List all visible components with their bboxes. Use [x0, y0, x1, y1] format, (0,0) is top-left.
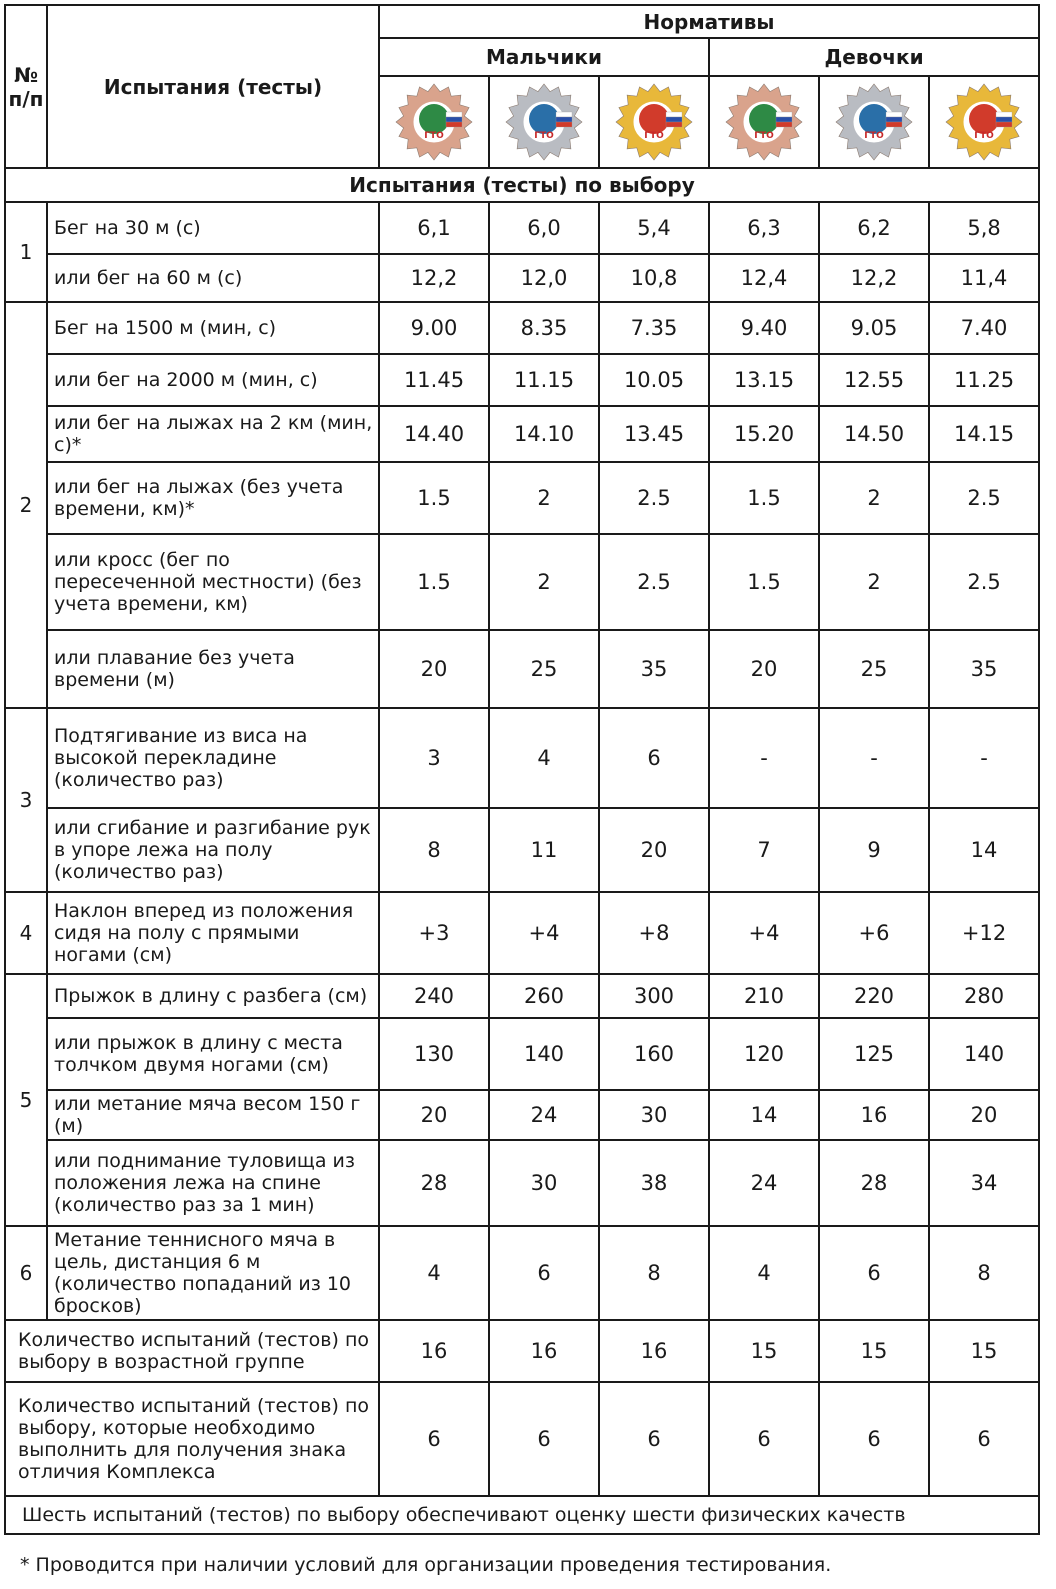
- test-name: или бег на 2000 м (мин, с): [47, 354, 379, 406]
- silver-badge-icon: [504, 82, 584, 162]
- summary-row: [5, 1382, 1039, 1496]
- test-row: [5, 302, 1039, 354]
- norm-value: 15.20: [709, 406, 819, 462]
- norm-value: 30: [489, 1140, 599, 1226]
- norm-value: 5,4: [599, 202, 709, 254]
- norm-value: 7.35: [599, 302, 709, 354]
- test-row: [5, 1140, 1039, 1226]
- badge-flag-stripe: [886, 122, 902, 127]
- summary-label: Количество испытаний (тестов) по выбору, которые необходимо выполнить для получения знака отличия Комплекса: [5, 1382, 379, 1496]
- norm-value: 12.55: [819, 354, 929, 406]
- norm-value: 14.10: [489, 406, 599, 462]
- test-row: [5, 1090, 1039, 1140]
- note-text: Шесть испытаний (тестов) по выбору обеспечивают оценку шести физических качеств: [5, 1496, 1039, 1534]
- silver-badge-icon: [834, 82, 914, 162]
- test-name: Бег на 1500 м (мин, с): [47, 302, 379, 354]
- test-row: [5, 808, 1039, 892]
- badge-flag-stripe: [666, 112, 682, 117]
- summary-row: [5, 1320, 1039, 1382]
- norm-value: 28: [819, 1140, 929, 1226]
- norm-value: 2: [819, 534, 929, 630]
- norm-value: 2.5: [599, 534, 709, 630]
- test-name: или кросс (бег по пересеченной местности) (без учета времени, км): [47, 534, 379, 630]
- norm-value: 2: [489, 462, 599, 534]
- norm-value: 8: [929, 1226, 1039, 1320]
- summary-value: 6: [599, 1382, 709, 1496]
- norm-value: 11: [489, 808, 599, 892]
- badge-flag-stripe: [996, 122, 1012, 127]
- test-name: или прыжок в длину с места толчком двумя ногами (см): [47, 1018, 379, 1090]
- norm-value: 38: [599, 1140, 709, 1226]
- test-row: [5, 1018, 1039, 1090]
- summary-value: 16: [379, 1320, 489, 1382]
- badge-flag-stripe: [446, 117, 462, 122]
- norm-value: 8: [599, 1226, 709, 1320]
- badge-text: ГТО: [754, 131, 774, 141]
- test-name: Наклон вперед из положения сидя на полу с прямыми ногами (см): [47, 892, 379, 974]
- norm-value: 7.40: [929, 302, 1039, 354]
- norm-value: 9.40: [709, 302, 819, 354]
- norm-value: 16: [819, 1090, 929, 1140]
- test-row: [5, 202, 1039, 254]
- summary-value: 15: [929, 1320, 1039, 1382]
- norm-value: 20: [709, 630, 819, 708]
- norm-value: 10.05: [599, 354, 709, 406]
- norm-value: -: [709, 708, 819, 808]
- badge-text: ГТО: [644, 131, 664, 141]
- norm-value: 6: [819, 1226, 929, 1320]
- summary-value: 6: [819, 1382, 929, 1496]
- badge-center: [419, 104, 449, 134]
- norm-value: 4: [489, 708, 599, 808]
- norms-table: [4, 4, 1040, 1535]
- norm-value: 30: [599, 1090, 709, 1140]
- tests-header: Испытания (тесты): [47, 5, 379, 168]
- section-title: Испытания (тесты) по выбору: [5, 168, 1039, 202]
- badge-center: [639, 104, 669, 134]
- badge-cell: [709, 76, 819, 168]
- test-row: [5, 892, 1039, 974]
- badge-flag-stripe: [556, 112, 572, 117]
- summary-value: 15: [819, 1320, 929, 1382]
- summary-label: Количество испытаний (тестов) по выбору в возрастной группе: [5, 1320, 379, 1382]
- norm-value: 140: [929, 1018, 1039, 1090]
- norm-value: 2: [819, 462, 929, 534]
- boys-header: Мальчики: [379, 38, 709, 76]
- norm-value: 14.40: [379, 406, 489, 462]
- norm-value: 1.5: [379, 462, 489, 534]
- norm-value: 9.05: [819, 302, 929, 354]
- norm-value: 1.5: [709, 462, 819, 534]
- norm-value: 14: [929, 808, 1039, 892]
- badge-flag-stripe: [556, 122, 572, 127]
- norm-value: 11.45: [379, 354, 489, 406]
- norm-value: 11.25: [929, 354, 1039, 406]
- badge-center: [969, 104, 999, 134]
- badge-text: ГТО: [534, 131, 554, 141]
- norm-value: 4: [379, 1226, 489, 1320]
- norm-value: 120: [709, 1018, 819, 1090]
- badge-center: [529, 104, 559, 134]
- norm-value: 12,2: [379, 254, 489, 302]
- norm-value: 11,4: [929, 254, 1039, 302]
- gold-badge-icon: [944, 82, 1024, 162]
- norm-value: 10,8: [599, 254, 709, 302]
- num-header: № п/п: [5, 5, 47, 168]
- test-row: [5, 534, 1039, 630]
- norm-value: 20: [929, 1090, 1039, 1140]
- norm-value: 260: [489, 974, 599, 1018]
- badge-flag-stripe: [556, 117, 572, 122]
- row-number: 6: [5, 1226, 47, 1320]
- norm-value: 2: [489, 534, 599, 630]
- norm-value: -: [929, 708, 1039, 808]
- norm-value: 14.15: [929, 406, 1039, 462]
- bronze-badge-icon: [724, 82, 804, 162]
- norm-value: 6,0: [489, 202, 599, 254]
- norm-value: +12: [929, 892, 1039, 974]
- test-name: Метание теннисного мяча в цель, дистанция 6 м (количество попаданий из 10 бросков): [47, 1226, 379, 1320]
- norm-value: -: [819, 708, 929, 808]
- norm-value: 210: [709, 974, 819, 1018]
- summary-value: 6: [709, 1382, 819, 1496]
- row-number: 5: [5, 974, 47, 1226]
- norm-value: 6: [489, 1226, 599, 1320]
- norm-value: 8: [379, 808, 489, 892]
- test-row: [5, 406, 1039, 462]
- test-name: или бег на лыжах на 2 км (мин, с)*: [47, 406, 379, 462]
- norm-value: 140: [489, 1018, 599, 1090]
- row-number: 2: [5, 302, 47, 708]
- norm-value: 125: [819, 1018, 929, 1090]
- test-row: [5, 354, 1039, 406]
- norm-value: 28: [379, 1140, 489, 1226]
- badge-cell: [379, 76, 489, 168]
- norm-value: 1.5: [379, 534, 489, 630]
- norm-value: 13.15: [709, 354, 819, 406]
- badge-cell: [929, 76, 1039, 168]
- norm-value: 1.5: [709, 534, 819, 630]
- badge-text: ГТО: [864, 131, 884, 141]
- norms-header: Нормативы: [379, 5, 1039, 38]
- summary-value: 6: [379, 1382, 489, 1496]
- norm-value: 14.50: [819, 406, 929, 462]
- norm-value: 11.15: [489, 354, 599, 406]
- norm-value: 24: [489, 1090, 599, 1140]
- norm-value: 12,4: [709, 254, 819, 302]
- norm-value: 130: [379, 1018, 489, 1090]
- badge-text: ГТО: [974, 131, 994, 141]
- badge-flag-stripe: [776, 112, 792, 117]
- badge-flag-stripe: [666, 122, 682, 127]
- norm-value: 8.35: [489, 302, 599, 354]
- badge-cell: [599, 76, 709, 168]
- test-name: Подтягивание из виса на высокой перекладине (количество раз): [47, 708, 379, 808]
- norm-value: 6: [599, 708, 709, 808]
- norm-value: 9: [819, 808, 929, 892]
- norm-value: 5,8: [929, 202, 1039, 254]
- test-name: или плавание без учета времени (м): [47, 630, 379, 708]
- norm-value: 25: [819, 630, 929, 708]
- badge-flag-stripe: [446, 112, 462, 117]
- row-number: 3: [5, 708, 47, 892]
- norm-value: 13.45: [599, 406, 709, 462]
- badge-flag-stripe: [996, 112, 1012, 117]
- badge-text: ГТО: [424, 131, 444, 141]
- test-name: или метание мяча весом 150 г (м): [47, 1090, 379, 1140]
- norm-value: 2.5: [929, 534, 1039, 630]
- badge-center: [859, 104, 889, 134]
- norm-value: 4: [709, 1226, 819, 1320]
- norm-value: 240: [379, 974, 489, 1018]
- row-number: 4: [5, 892, 47, 974]
- summary-value: 15: [709, 1320, 819, 1382]
- norm-value: 34: [929, 1140, 1039, 1226]
- norm-value: +4: [709, 892, 819, 974]
- summary-value: 16: [599, 1320, 709, 1382]
- norm-value: 3: [379, 708, 489, 808]
- girls-header: Девочки: [709, 38, 1039, 76]
- badge-cell: [489, 76, 599, 168]
- badge-flag-stripe: [886, 117, 902, 122]
- test-row: [5, 974, 1039, 1018]
- norm-value: 20: [379, 1090, 489, 1140]
- badge-flag-stripe: [666, 117, 682, 122]
- badge-cell: [819, 76, 929, 168]
- test-name: или поднимание туловища из положения лежа на спине (количество раз за 1 мин): [47, 1140, 379, 1226]
- badge-flag-stripe: [886, 112, 902, 117]
- bronze-badge-icon: [394, 82, 474, 162]
- norm-value: 35: [599, 630, 709, 708]
- norm-value: 25: [489, 630, 599, 708]
- norm-value: 6,1: [379, 202, 489, 254]
- test-row: [5, 462, 1039, 534]
- norm-value: 24: [709, 1140, 819, 1226]
- test-row: [5, 254, 1039, 302]
- badge-center: [749, 104, 779, 134]
- test-name: или бег на лыжах (без учета времени, км)*: [47, 462, 379, 534]
- summary-value: 16: [489, 1320, 599, 1382]
- norm-value: +8: [599, 892, 709, 974]
- badge-flag-stripe: [996, 117, 1012, 122]
- norm-value: 20: [599, 808, 709, 892]
- norm-value: 220: [819, 974, 929, 1018]
- test-name: или сгибание и разгибание рук в упоре лежа на полу (количество раз): [47, 808, 379, 892]
- norm-value: +3: [379, 892, 489, 974]
- test-row: [5, 1226, 1039, 1320]
- norm-value: 7: [709, 808, 819, 892]
- note-row: [5, 1496, 1039, 1534]
- test-name: Бег на 30 м (с): [47, 202, 379, 254]
- norm-value: 280: [929, 974, 1039, 1018]
- test-name: Прыжок в длину с разбега (см): [47, 974, 379, 1018]
- test-row: [5, 630, 1039, 708]
- badge-flag-stripe: [446, 122, 462, 127]
- badge-flag-stripe: [776, 117, 792, 122]
- norm-value: 160: [599, 1018, 709, 1090]
- norm-value: 2.5: [599, 462, 709, 534]
- test-row: [5, 708, 1039, 808]
- norm-value: +6: [819, 892, 929, 974]
- norm-value: 300: [599, 974, 709, 1018]
- norm-value: 35: [929, 630, 1039, 708]
- norm-value: 2.5: [929, 462, 1039, 534]
- norm-value: 6,2: [819, 202, 929, 254]
- summary-value: 6: [929, 1382, 1039, 1496]
- test-name: или бег на 60 м (с): [47, 254, 379, 302]
- norm-value: 20: [379, 630, 489, 708]
- summary-value: 6: [489, 1382, 599, 1496]
- norm-value: 12,0: [489, 254, 599, 302]
- row-number: 1: [5, 202, 47, 302]
- norm-value: +4: [489, 892, 599, 974]
- norm-value: 6,3: [709, 202, 819, 254]
- norm-value: 14: [709, 1090, 819, 1140]
- norm-value: 12,2: [819, 254, 929, 302]
- norm-value: 9.00: [379, 302, 489, 354]
- badge-flag-stripe: [776, 122, 792, 127]
- footnote: * Проводится при наличии условий для организации проведения тестирования.: [20, 1554, 832, 1576]
- gold-badge-icon: [614, 82, 694, 162]
